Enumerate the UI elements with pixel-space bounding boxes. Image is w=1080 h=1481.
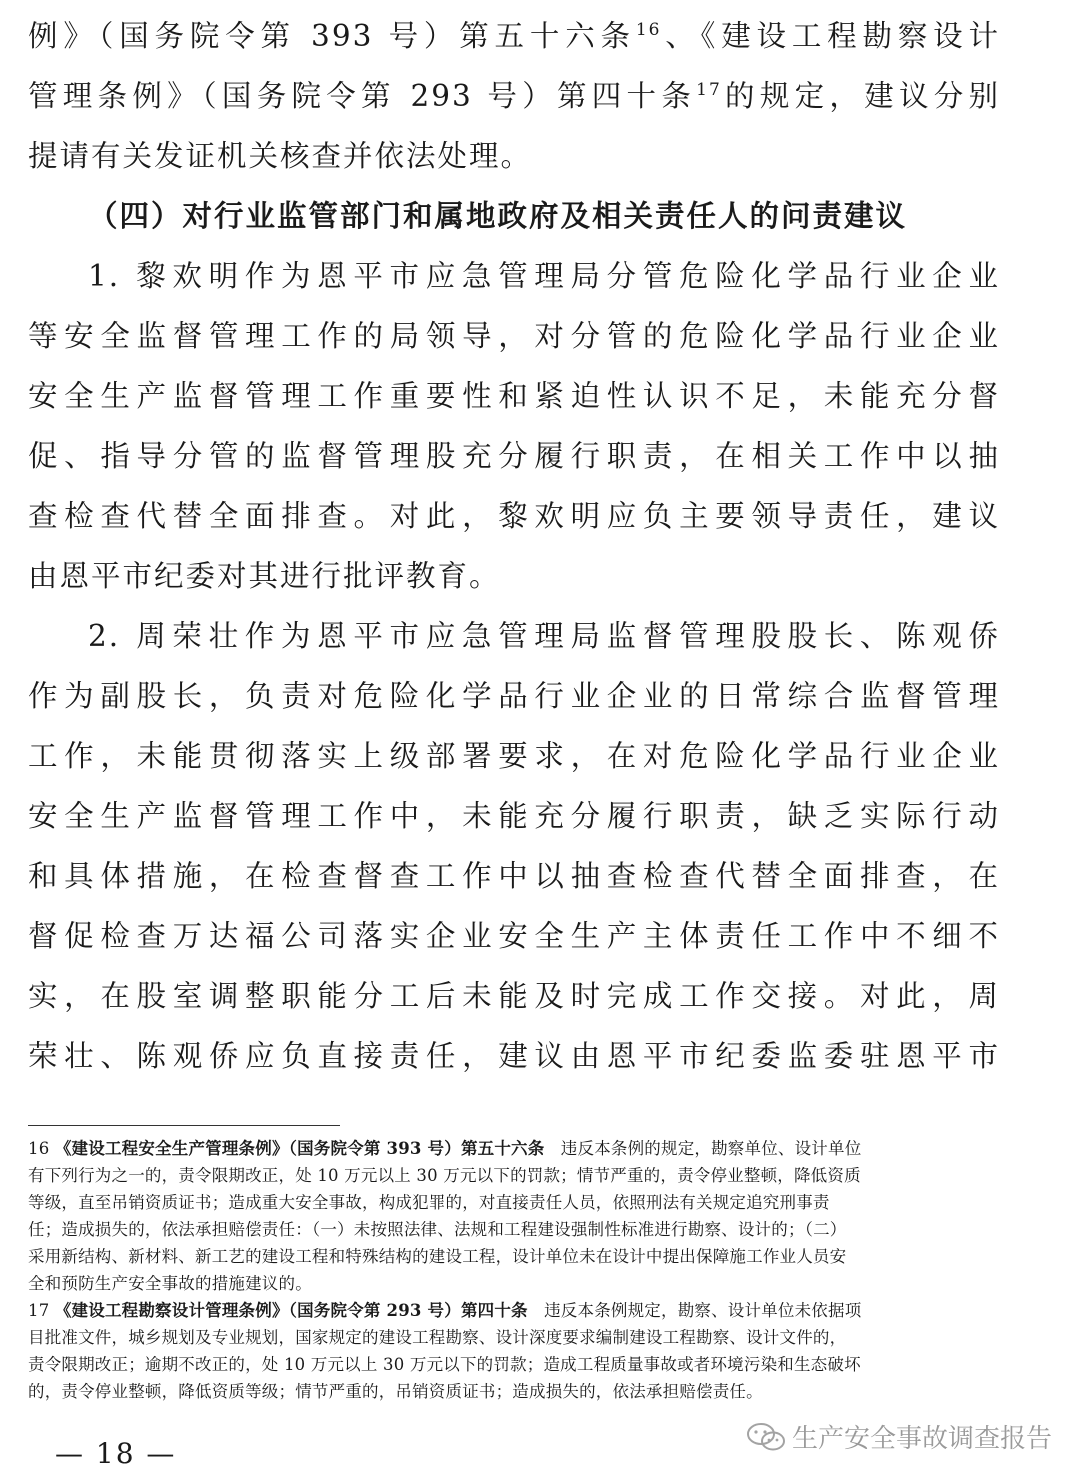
body-line-3: 提请有关发证机关核查并依法处理。 bbox=[28, 139, 533, 173]
para2-line: 工作，未能贯彻落实上级部署要求，在对危险化学品行业企业 bbox=[28, 739, 1000, 773]
para2-line: 安全生产监督管理工作中，未能充分履行职责，缺乏实际行动 bbox=[28, 799, 1000, 833]
body-line-2: 管理条例》（国务院令第 293 号）第四十条$^{17}$的规定，建议分别 bbox=[28, 79, 1000, 113]
footnote-line: 等级，直至吊销资质证书；造成重大安全事故，构成犯罪的，对直接责任人员，依照刑法有关规定追究刑事责 bbox=[28, 1193, 830, 1212]
para1-line: 1. 黎欢明作为恩平市应急管理局分管危险化学品行业企业 bbox=[88, 259, 1000, 293]
para1-line: 查检查代替全面排查。对此，黎欢明应负主要领导责任，建议 bbox=[28, 499, 1000, 533]
footnote-line: 有下列行为之一的，责令限期改正，处 10 万元以上 30 万元以下的罚款；情节严重的，责令停业整顿，降低资质 bbox=[28, 1166, 861, 1185]
footnote-line: 责令限期改正；逾期不改正的，处 10 万元以上 30 万元以下的罚款；造成工程质量事故或者环境污染和生态破坏 bbox=[28, 1355, 861, 1374]
para2-line: 作为副股长，负责对危险化学品行业企业的日常综合监督管理 bbox=[28, 679, 1000, 713]
footnote-line: 采用新结构、新材料、新工艺的建设工程和特殊结构的建设工程，设计单位未在设计中提出保障施工作业人员安 bbox=[28, 1247, 847, 1266]
footnote-title: 《建设工程勘察设计管理条例》（国务院令第 293 号）第四十条 bbox=[54, 1301, 528, 1320]
body-text bbox=[28, 6, 1000, 1086]
footnote-divider bbox=[28, 1125, 340, 1126]
para1-line: 等安全监督管理工作的局领导，对分管的危险化学品行业企业 bbox=[28, 319, 1000, 353]
para2-line: 荣壮、陈观侨应负直接责任，建议由恩平市纪委监委驻恩平市 bbox=[28, 1039, 1000, 1073]
footnote-line: 全和预防生产安全事故的措施建议的。 bbox=[28, 1274, 312, 1293]
footnote-title: 《建设工程安全生产管理条例》（国务院令第 393 号）第五十六条 bbox=[54, 1139, 545, 1158]
footnote-text: 违反本条例规定，勘察、设计单位未依据项 bbox=[544, 1301, 862, 1320]
wechat-icon bbox=[746, 1422, 786, 1452]
footnote-line: 的，责令停业整顿，降低资质等级；情节严重的，吊销资质证书；造成损失的，依法承担赔偿责任。 bbox=[28, 1382, 763, 1401]
para1-line: 促、指导分管的监督管理股充分履行职责，在相关工作中以抽 bbox=[28, 439, 1000, 473]
para2-line: 和具体措施，在检查督查工作中以抽查检查代替全面排查，在 bbox=[28, 859, 1000, 893]
footnote-number: 16 bbox=[28, 1139, 50, 1158]
footnote-text: 违反本条例的规定，勘察单位、设计单位 bbox=[560, 1139, 862, 1158]
section-heading: （四）对行业监管部门和属地政府及相关责任人的问责建议 bbox=[88, 198, 908, 233]
footnote-17-head bbox=[28, 1297, 1000, 1324]
para1-line: 安全生产监督管理工作重要性和紧迫性认识不足，未能充分督 bbox=[28, 379, 1000, 413]
footnotes bbox=[28, 1135, 1000, 1405]
footnote-number: 17 bbox=[28, 1301, 50, 1320]
para2-line: 实，在股室调整职能分工后未能及时完成工作交接。对此，周 bbox=[28, 979, 1000, 1013]
footnote-16-head bbox=[28, 1135, 1000, 1162]
para1-line: 由恩平市纪委对其进行批评教育。 bbox=[28, 559, 501, 593]
footnote-ref-17[interactable]: 17 bbox=[696, 80, 722, 101]
watermark bbox=[746, 1418, 1052, 1455]
footnote-line: 目批准文件，城乡规划及专业规划，国家规定的建设工程勘察、设计深度要求编制建设工程勘察、设计文件的， bbox=[28, 1328, 847, 1347]
body-line-1: 例》（国务院令第 393 号）第五十六条$^{16}$、《建设工程勘察设计 bbox=[28, 19, 1000, 53]
footnote-line: 任；造成损失的，依法承担赔偿责任：（一）未按照法律、法规和工程建设强制性标准进行勘察、设计的；（二） bbox=[28, 1220, 847, 1239]
page-number: — 18 — bbox=[55, 1437, 177, 1470]
footnote-ref-16[interactable]: 16 bbox=[635, 20, 662, 41]
para2-line: 督促检查万达福公司落实企业安全生产主体责任工作中不细不 bbox=[28, 919, 1000, 953]
para2-line: 2. 周荣壮作为恩平市应急管理局监督管理股股长、陈观侨 bbox=[88, 619, 1000, 653]
watermark-text: 生产安全事故调查报告 bbox=[791, 1424, 1052, 1454]
